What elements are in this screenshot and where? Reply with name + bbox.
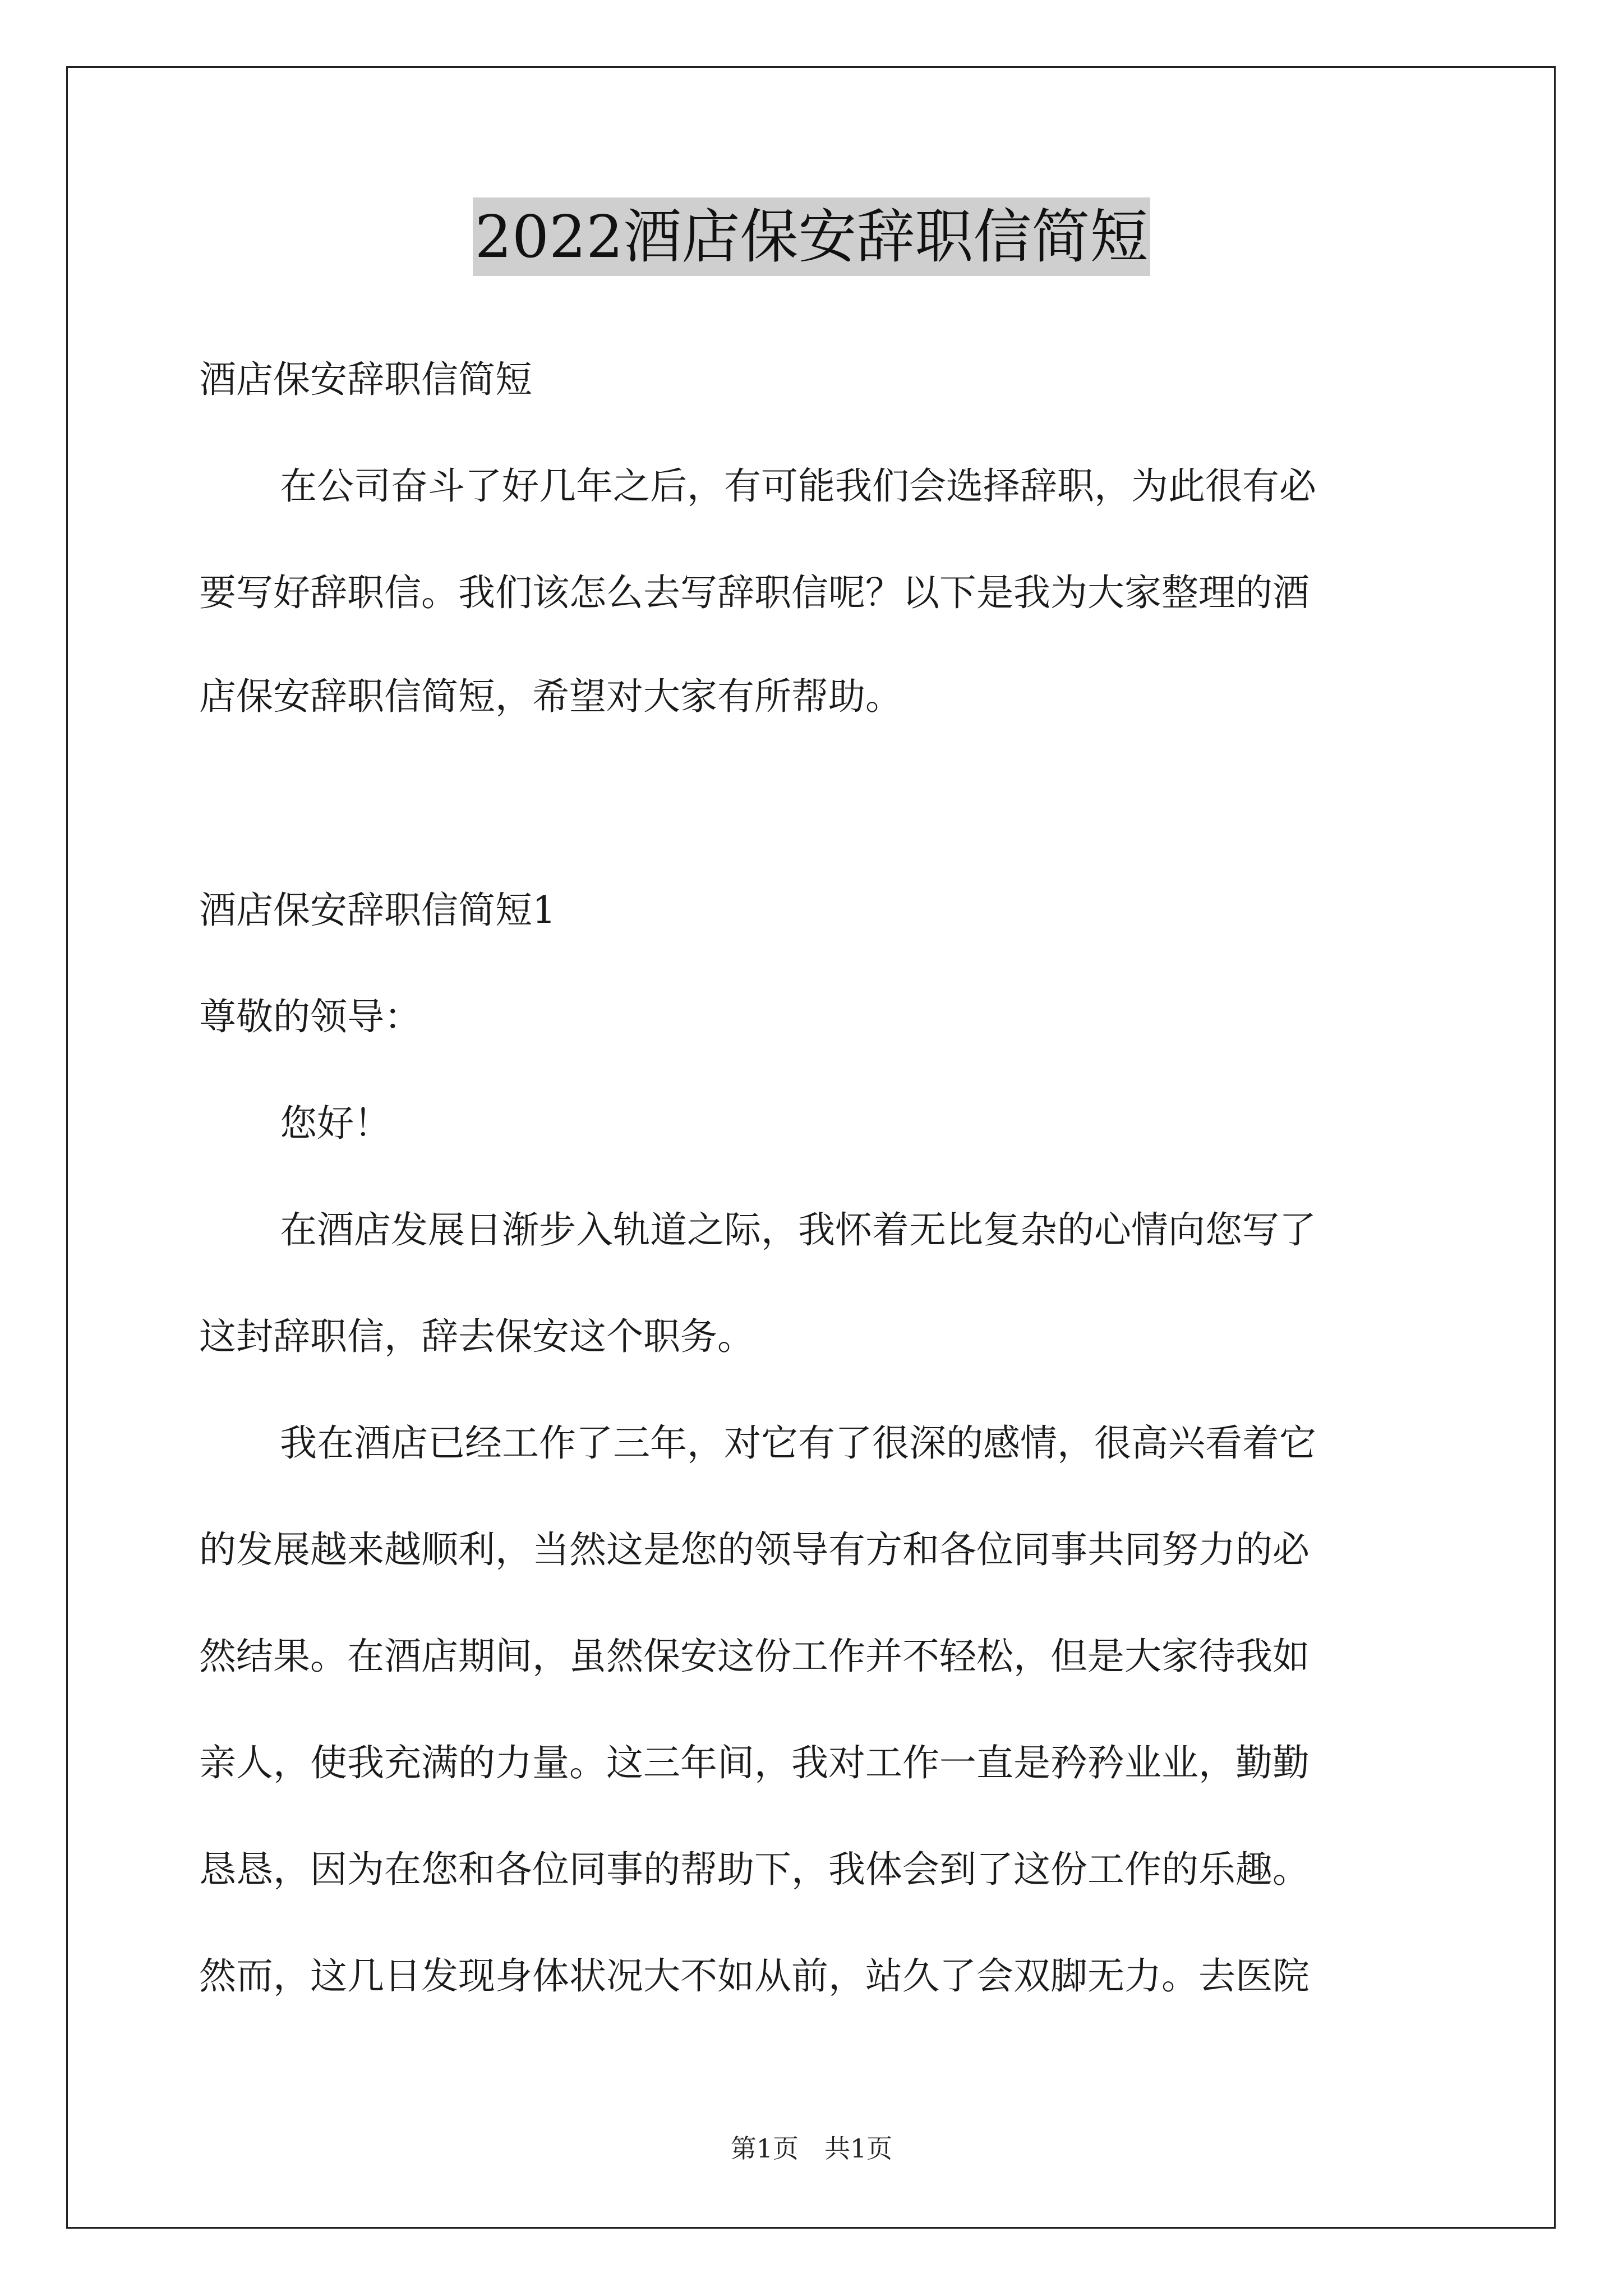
section-heading: 酒店保安辞职信简短1 (199, 889, 556, 932)
paragraph-line: 这封辞职信，辞去保安这个职务。 (199, 1315, 754, 1358)
paragraph-line: 亲人，使我充满的力量。这三年间，我对工作一直是矜矜业业，勤勤 (199, 1741, 1310, 1784)
paragraph-line: 恳恳，因为在您和各位同事的帮助下，我体会到了这份工作的乐趣。 (199, 1848, 1310, 1891)
paragraph-line: 的发展越来越顺利，当然这是您的领导有方和各位同事共同努力的必 (199, 1528, 1310, 1571)
salutation: 尊敬的领导： (199, 995, 421, 1038)
page-footer: 第1页 共1页 (730, 2133, 893, 2164)
document-title-text: 2022酒店保安辞职信简短 (473, 197, 1151, 276)
greeting: 您好！ (280, 1102, 391, 1145)
intro-line: 店保安辞职信简短，希望对大家有所帮助。 (199, 675, 902, 718)
paragraph-line: 在酒店发展日渐步入轨道之际，我怀着无比复杂的心情向您写了 (280, 1208, 1316, 1251)
intro-line: 在公司奋斗了好几年之后，有可能我们会选择辞职，为此很有必 (280, 464, 1316, 508)
intro-line: 要写好辞职信。我们该怎么去写辞职信呢？以下是我为大家整理的酒 (199, 571, 1310, 614)
paragraph-line: 然而，这几日发现身体状况大不如从前，站久了会双脚无力。去医院 (199, 1954, 1310, 1998)
paragraph-line: 我在酒店已经工作了三年，对它有了很深的感情，很高兴看着它 (280, 1421, 1316, 1465)
paragraph-line: 然结果。在酒店期间，虽然保安这份工作并不轻松，但是大家待我如 (199, 1635, 1310, 1678)
document-subtitle: 酒店保安辞职信简短 (199, 358, 532, 401)
document-title (0, 197, 1623, 276)
